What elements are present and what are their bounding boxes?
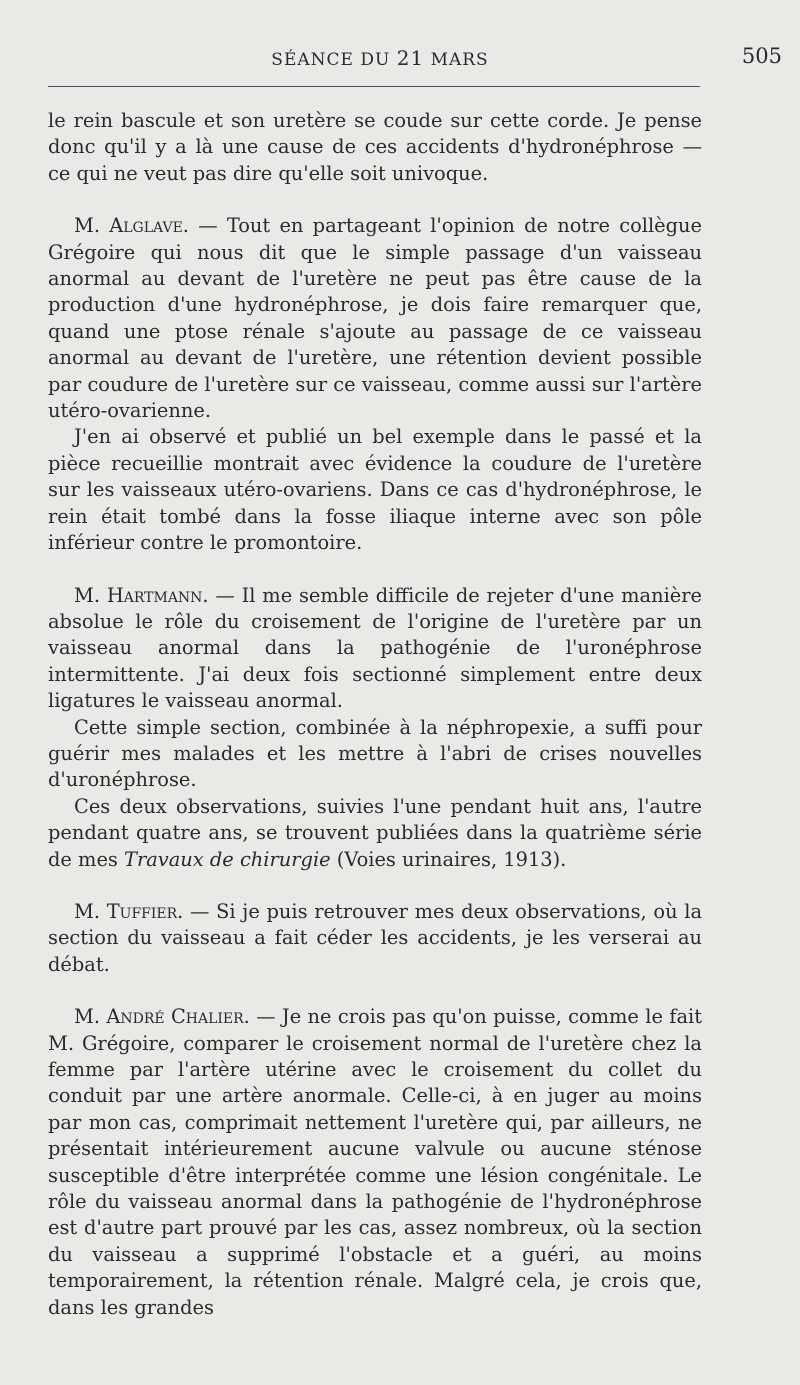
paragraph-text: J'en ai observé et publié un bel exemple dans le passé et la pièce recueillie montrait avec évidence la coudure de l'uretère sur les vaisseaux utéro-ovariens. Dans ce cas d'hydronéphrose, le rein était tombé dans la fosse iliaque interne avec son pôle inférieur contre le promontoire.	[48, 425, 702, 555]
running-head	[0, 46, 800, 76]
paragraph	[48, 715, 702, 794]
paragraph-text: (Voies urinaires, 1913).	[330, 847, 567, 871]
speaker-name: M. Hartmann.	[74, 583, 209, 607]
paragraph	[48, 108, 702, 187]
speaker-name: M. Tuffier.	[74, 899, 184, 923]
paragraph-text: — Tout en partageant l'opinion de notre collègue Grégoire qui nous dit que le simple passage d'un vaisseau anormal au devant de l'uretère ne peut pas être cause de la production d'une hydronéphrose, je dois faire remarquer que, quand une ptose rénale s'ajoute au passage de ce vaisseau anormal au devant de l'uretère, une rétention devient possible par coudure de l'uretère sur ce vaisseau, comme aussi sur l'artère utéro-ovarienne.	[48, 214, 702, 423]
running-title	[0, 46, 760, 70]
paragraph-text: — Si je puis retrouver mes deux observations, où la section du vaisseau a fait céder les accidents, je les verserai au débat.	[48, 899, 703, 976]
paragraph	[48, 583, 702, 715]
paragraph	[48, 424, 702, 556]
work-title: Travaux de chirurgie	[124, 847, 331, 871]
paragraph-text: — Je ne crois pas qu'on puisse, comme le fait M. Grégoire, comparer le croisement normal de l'uretère chez la femme par l'artère utérine avec le croisement du collet du conduit par une artère anormale. Celle-ci, à en juger au moins par mon cas, comprimait nettement l'uretère qui, par ailleurs, ne présentait intérieurement aucune valvule ou aucune sténose susceptible d'être interprétée comme une lésion congénitale. Le rôle du vaisseau anormal dans la pathogénie de l'hydronéphrose est d'autre part prouvé par les cas, assez nombreux, où la section du vaisseau a supprimé l'obstacle et a guéri, au moins temporairement, la rétention rénale. Malgré cela, je crois que, dans les grandes	[48, 1005, 702, 1319]
paragraph	[48, 213, 702, 424]
speaker-name: M. Alglave.	[74, 214, 189, 238]
page-number: 505	[741, 44, 782, 68]
paragraph	[48, 899, 702, 978]
paragraph-text: — Il me semble difficile de rejeter d'une manière absolue le rôle du croisement de l'origine de l'uretère par un vaisseau anormal dans la pathogénie de l'uronéphrose intermittente. J'ai deux fois sectionné simplement entre deux ligatures le vaisseau anormal.	[48, 583, 703, 713]
speaker-name: M. André Chalier.	[74, 1005, 250, 1029]
running-title-text: SÉANCE DU	[271, 50, 391, 70]
paragraph-text: Cette simple section, combinée à la néphropexie, a suffi pour guérir mes malades et les mettre à l'abri de crises nouvelles d'uronéphrose.	[48, 715, 702, 792]
body-text	[48, 108, 702, 1321]
running-title-day: 21	[396, 46, 425, 70]
paragraph	[48, 1004, 702, 1321]
header-rule	[48, 86, 700, 87]
paragraph-text: Ces deux observations, suivies l'une pendant huit ans, l'autre pendant quatre ans, se trouvent publiées dans la quatrième série de mes	[48, 794, 702, 871]
running-title-month: MARS	[430, 50, 489, 70]
paragraph	[48, 794, 702, 873]
paragraph-text: le rein bascule et son uretère se coude sur cette corde. Je pense donc qu'il y a là une cause de ces accidents d'hydronéphrose — ce qui ne veut pas dire qu'elle soit univoque.	[48, 109, 702, 185]
